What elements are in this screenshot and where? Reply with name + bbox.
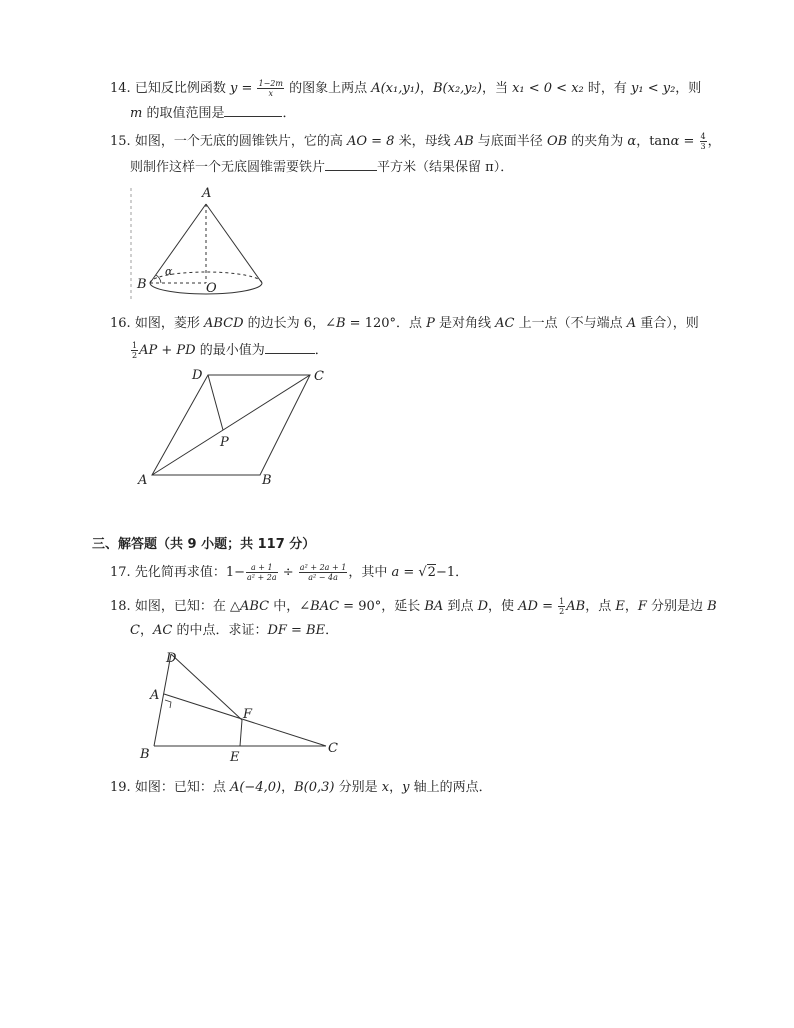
label-a: A [202, 186, 212, 201]
q16-fraction: $\frac{1}{2}$ [132, 341, 138, 360]
q15-fraction: $\frac{4}{3}$ [700, 132, 706, 151]
label-f: F [243, 707, 253, 722]
label-b: B [137, 277, 147, 292]
segment-dp [208, 375, 223, 430]
answer-blank [224, 104, 282, 117]
label-d: D [192, 368, 203, 383]
rhombus-figure [136, 368, 336, 488]
q18-line1: 18. 如图，已知：在 △ABC 中，∠BAC = 90°，延长 BA 到点 D，使 AD = $\frac{1}{2}$ AB，点 E，F 分别是边 B [110, 597, 717, 616]
label-b: B [262, 473, 272, 488]
q16-line1: 16. 如图，菱形 ABCD 的边长为 6，∠B = 120°．点 P 是对角线 AC 上一点（不与端点 A 重合），则 [110, 316, 699, 331]
triangle-figure [136, 648, 351, 766]
q18-fraction: $\frac{1}{2}$ [559, 597, 565, 616]
q17-fraction-1: $\frac{a + 1}{\text{a² + 2a}}$ [247, 563, 277, 582]
cone-figure [128, 184, 278, 302]
q15-line2: 则制作这样一个无底圆锥需要铁片 平方米（结果保留 π）． [130, 160, 514, 175]
q18-line2: C，AC 的中点．求证：DF = BE． [130, 623, 339, 638]
label-o: O [206, 281, 217, 296]
label-b: B [140, 747, 150, 762]
label-alpha: α [165, 265, 173, 278]
q16-number: 16. [110, 316, 131, 331]
segment-fe [240, 720, 242, 746]
diagonal-ac [152, 375, 310, 475]
q15-line1: 15. 如图，一个无底的圆锥铁片，它的高 AO = 8 米，母线 AB 与底面半径 OB 的夹角为 α，tanα = $\frac{4}{3}$ ， [110, 132, 721, 151]
q19-line: 19. 如图：已知：点 A(−4,0)，B(0,3) 分别是 x，y 轴上的两点． [110, 780, 492, 795]
label-a: A [138, 473, 148, 488]
label-c: C [328, 741, 338, 756]
q17-number: 17. [110, 565, 131, 580]
label-d: D [166, 651, 177, 666]
q17-fraction-2: $\frac{\text{a² + 2a + 1}}{\text{a² − 4a}}$ [299, 563, 347, 582]
label-e: E [230, 750, 240, 765]
label-p: P [220, 435, 229, 450]
q19-number: 19. [110, 780, 131, 795]
q16-line2: $\frac{1}{2}$ AP + PD 的最小值为 ． [132, 341, 328, 360]
label-c: C [314, 369, 324, 384]
segment-df [171, 654, 242, 720]
section-heading: 三、解答题（共 9 小题；共 117 分） [92, 537, 316, 552]
generatrix-left [150, 204, 206, 283]
q18-number: 18. [110, 599, 131, 614]
q14-number: 14. [110, 81, 131, 96]
q14-line1: 14. 已知反比例函数 y = $\frac{1-2m}{x}$ 的图象上两点 A(x₁,y₁)，B(x₂,y₂)，当 x₁ < 0 < x₂ 时，有 y₁ < y₂，则 [110, 79, 702, 98]
label-a: A [150, 688, 160, 703]
answer-blank [325, 158, 377, 171]
q17-line: 17. 先化简再求值：1− $\frac{a + 1}{\text{a² + 2a}}$ ÷ $\frac{\text{a² + 2a + 1}}{\text{a² − 4a}}$ ，其中 a = √2−1． [110, 563, 469, 582]
q14-line2: m 的取值范围是 ． [130, 106, 296, 121]
generatrix-right [206, 204, 262, 283]
right-angle-mark [165, 700, 171, 708]
answer-blank [265, 341, 315, 354]
q15-number: 15. [110, 134, 131, 149]
q14-fraction: $\frac{1-2m}{x}$ [258, 79, 283, 98]
